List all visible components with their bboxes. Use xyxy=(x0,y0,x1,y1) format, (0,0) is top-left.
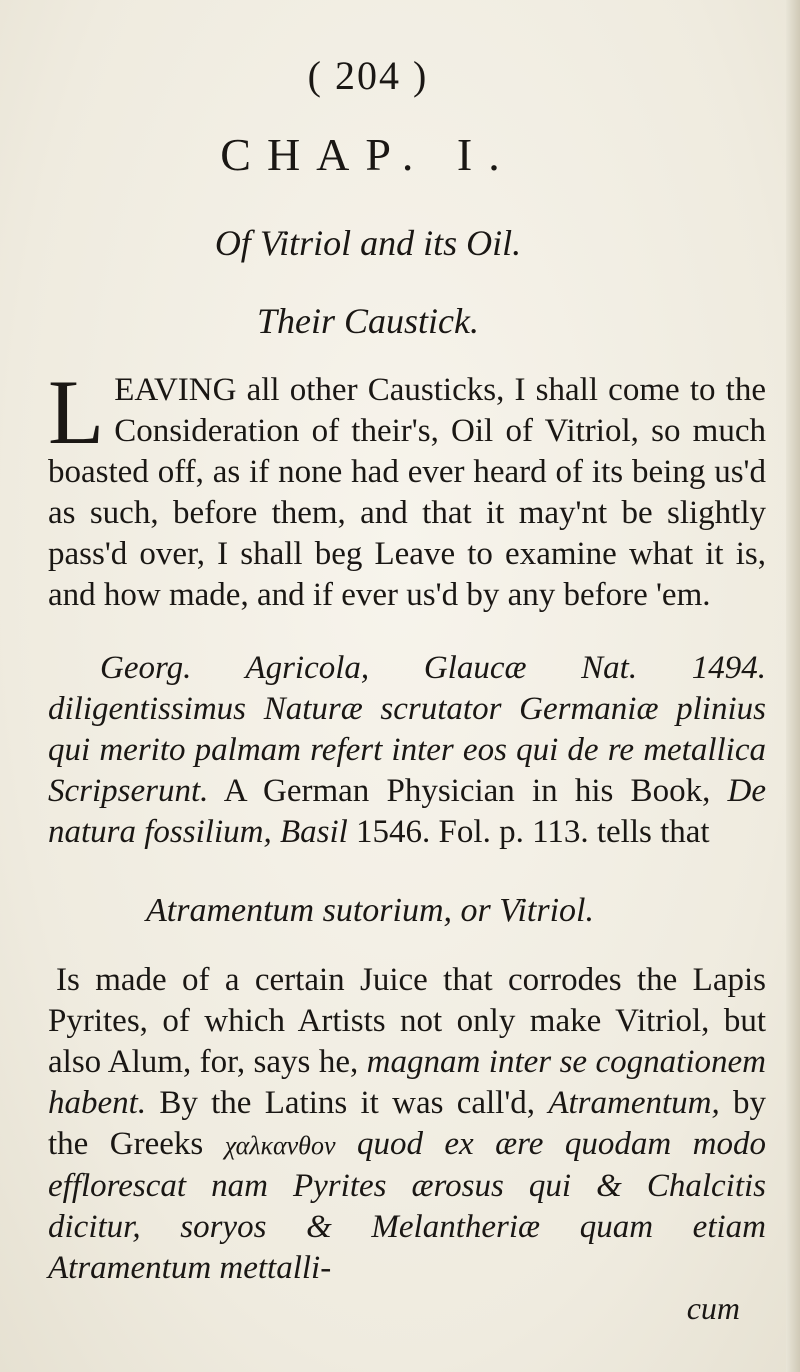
paragraph-3-text-e: by the Greeks xyxy=(48,1085,767,1162)
book-title: De natura fossilium, Basil xyxy=(48,773,766,850)
paragraph-2 xyxy=(48,648,766,853)
drop-cap: L xyxy=(48,361,105,463)
chapter-heading: CHAP. I. xyxy=(220,129,516,180)
latin-phrase: magnam inter se cognationem habent. xyxy=(48,1044,766,1121)
paragraph-2-text-a: A German Physician in his Book, xyxy=(208,773,728,809)
catchword: cum xyxy=(686,1290,740,1326)
paragraph-2-text-c: 1546. Fol. p. 113. tells that xyxy=(347,814,710,850)
section-subtitle: Their Caustick. xyxy=(257,301,479,341)
paragraph-1-text: EAVING all other Causticks, I shall come to the Consideration of their's, Oil of Vitriol, so much boasted off, as if none had ever heard of its being us'd as such, before them, and that it may'nt be slightly pass'd over, I shall beg Leave to examine what it is, and how made, and if ever us'd by any before 'em. xyxy=(48,372,766,613)
paragraph-3-text-a: Is made of a certain Juice that corrodes the Lapis Pyrites, of which Artists not only make Vitriol, but also Alum, for, says he, xyxy=(48,962,766,1080)
latin-passage: quod ex ære quodam modo efflorescat nam Pyrites ærosus qui & Chalcitis dicitur, soryos & Melantheriæ quam etiam Atramentum mettalli- xyxy=(48,1126,767,1286)
section-heading: Atramentum sutorium, or Vitriol. xyxy=(146,892,594,929)
paragraph-3-text-c: By the Latins it was call'd, xyxy=(146,1085,549,1121)
paragraph-3 xyxy=(48,960,766,1289)
greek-term: χαλκανθον xyxy=(224,1131,336,1160)
chapter-subtitle: Of Vitriol and its Oil. xyxy=(214,223,522,263)
paragraph-1 xyxy=(48,361,766,616)
page-number: ( 204 ) xyxy=(307,53,429,98)
latin-term: Atramentum, xyxy=(548,1085,720,1121)
page-edge xyxy=(786,0,800,1372)
latin-quote: Georg. Agricola, Glaucæ Nat. 1494. diligentissimus Naturæ scrutator Germaniæ plinius qui merito palmam refert inter eos qui de re metallica Scripserunt. xyxy=(48,650,766,809)
